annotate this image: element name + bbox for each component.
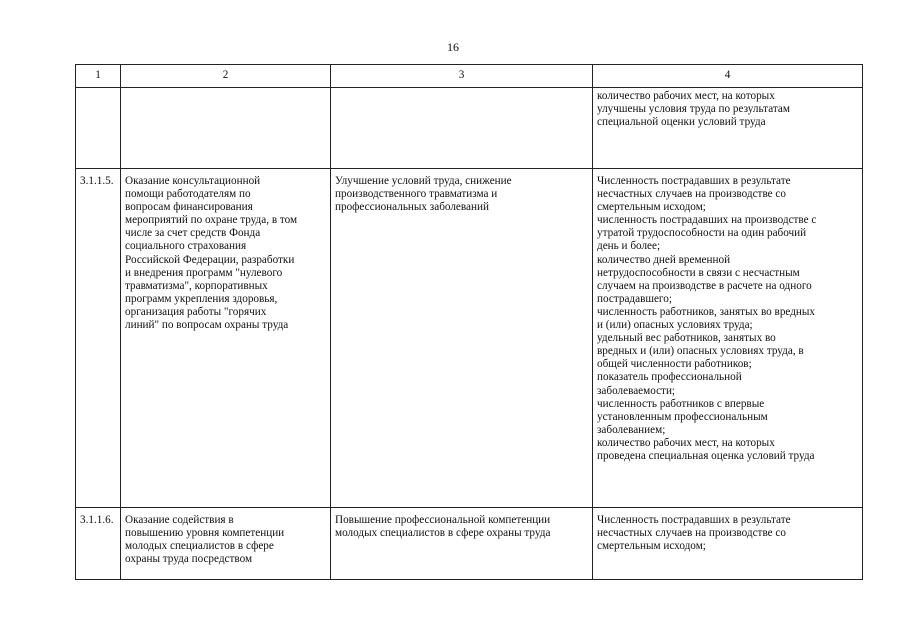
column-header-3: 3	[331, 65, 593, 88]
row-number-cell	[76, 88, 121, 169]
table-row	[76, 88, 863, 169]
row-number-cell	[76, 169, 121, 508]
row-number-cell	[76, 508, 121, 580]
measures-table	[75, 64, 863, 580]
table-row	[76, 169, 863, 508]
column-header-1: 1	[76, 65, 121, 88]
indicators-text: количество рабочих мест, на которых улучшены условия труда по результатам специальной оценки условий труда	[597, 90, 790, 129]
page-number: 16	[447, 40, 459, 54]
indicators-text: Численность пострадавших в результате несчастных случаев на производстве со смертельным исходом; численность пострадавших на производстве с утратой трудоспособности на один рабочий день и более; количество дней временной нетрудоспособности в связи с несчастным случаем на производстве в расчете на одного пострадавшего; численность работников, занятых во вредных и (или) опасных условиях труда; удельный вес работников, занятых во вредных и (или) опасных условиях труда, в общей численности работников; показатель профессиональной заболеваемости; численность работников с впервые установленным профессиональным заболеванием; количество рабочих мест, на которых проведена специальная оценка условий труда	[597, 175, 817, 462]
table-row	[76, 508, 863, 580]
table-header-row	[76, 65, 863, 88]
action-cell	[121, 88, 331, 169]
goal-cell	[331, 508, 593, 580]
goal-cell	[331, 88, 593, 169]
action-text: Оказание консультационной помощи работодателям по вопросам финансирования мероприятий по охране труда, в том числе за счет средств Фонда социального страхования Российской Федерации, разработки и внедрения программ "нулевого травматизма", корпоративных программ укрепления здоровья, организация работы "горячих линий" по вопросам охраны труда	[125, 175, 298, 332]
indicators-cell	[593, 169, 863, 508]
column-header-2: 2	[121, 65, 331, 88]
goal-text: Повышение профессиональной компетенции молодых специалистов в сфере охраны труда	[335, 514, 551, 540]
goal-text: Улучшение условий труда, снижение производственного травматизма и профессиональных заболеваний	[335, 175, 512, 214]
indicators-cell	[593, 88, 863, 169]
goal-cell	[331, 169, 593, 508]
row-number: 3.1.1.6.	[80, 514, 114, 526]
column-header-4: 4	[593, 65, 863, 88]
row-number: 3.1.1.5.	[80, 175, 114, 187]
action-cell	[121, 508, 331, 580]
action-cell	[121, 169, 331, 508]
indicators-text: Численность пострадавших в результате несчастных случаев на производстве со смертельным исходом;	[597, 514, 791, 553]
indicators-cell	[593, 508, 863, 580]
action-text: Оказание содействия в повышению уровня компетенции молодых специалистов в сфере охраны труда посредством	[125, 514, 285, 566]
